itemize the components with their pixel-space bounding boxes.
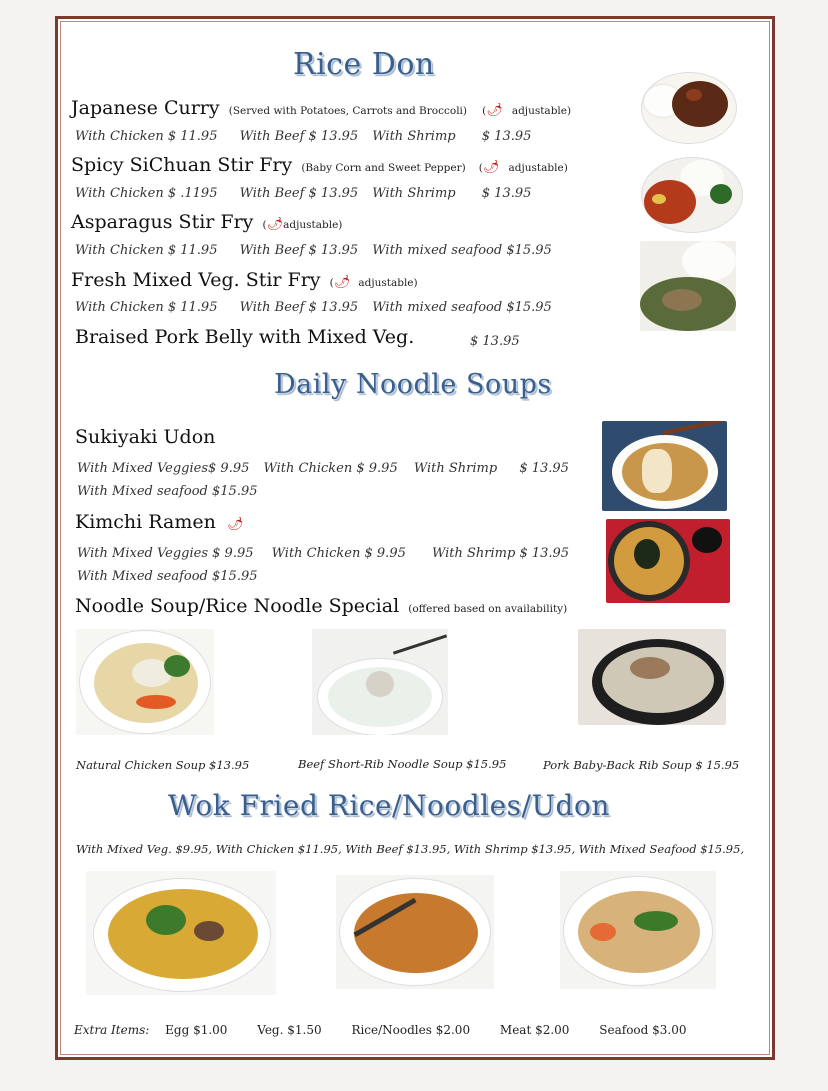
dish-braised-pork-belly: Braised Pork Belly with Mixed Veg. <box>75 326 415 348</box>
price-line <box>77 461 569 476</box>
price-shrimp: With Shrimp $ 13.95 <box>432 546 570 561</box>
price-chicken: With Chicken $ 11.95 <box>75 243 218 258</box>
photo-japanese-curry <box>636 65 742 149</box>
dish-note: (offered based on availability) <box>408 603 568 615</box>
price-line <box>75 186 531 201</box>
extra-rice-noodles: Rice/Noodles $2.00 <box>351 1023 471 1037</box>
section-title-rice-don: Rice Don <box>293 47 435 82</box>
price-line <box>75 129 531 144</box>
caption-pork-rib: Pork Baby-Back Rib Soup $ 15.95 <box>543 758 740 772</box>
price-shrimp-label: With Shrimp <box>372 186 456 201</box>
dish-asparagus-stir-fry: Asparagus Stir Fry (🌶adjustable) <box>71 211 343 233</box>
dish-noodle-soup-special <box>75 595 567 617</box>
chili-pepper-icon: 🌶 <box>486 103 503 118</box>
extra-egg: Egg $1.00 <box>165 1023 228 1037</box>
dish-kimchi-ramen <box>75 511 243 533</box>
extra-seafood: Seafood $3.00 <box>599 1023 687 1037</box>
price-beef: With Beef $ 13.95 <box>239 186 359 201</box>
photo-kimchi-ramen <box>606 519 730 603</box>
adjustable-note: adjustable) <box>283 219 343 231</box>
price-chicken: With Chicken $ 11.95 <box>75 300 218 315</box>
price-veggies: With Mixed Veggies$ 9.95 <box>77 461 250 476</box>
photo-asparagus-stir-fry <box>640 241 736 331</box>
chili-pepper-icon: 🌶 <box>482 160 500 175</box>
chili-pepper-icon: 🌶 <box>333 275 351 290</box>
dish-name: Japanese Curry <box>71 97 220 119</box>
dish-sichuan-stir-fry: Spicy SiChuan Stir Fry (Baby Corn and Sweet Pepper) (🌶 adjustable) <box>71 154 568 176</box>
extra-items-label: Extra Items: <box>74 1023 150 1037</box>
dish-name: Kimchi Ramen <box>75 511 216 533</box>
price-chicken: With Chicken $ 11.95 <box>75 129 218 144</box>
price-seafood: With Mixed seafood $15.95 <box>77 484 258 499</box>
section-title-noodle-soups: Daily Noodle Soups <box>274 369 552 400</box>
price-shrimp: $ 13.95 <box>519 461 569 476</box>
price-shrimp-label: With Shrimp <box>413 461 498 476</box>
menu-page <box>55 16 775 1060</box>
dish-note: (Served with Potatoes, Carrots and Broccoli) <box>228 105 468 117</box>
price-shrimp: $ 13.95 <box>481 129 532 144</box>
price-shrimp: $ 13.95 <box>481 186 532 201</box>
dish-mixed-veg-stir-fry: Fresh Mixed Veg. Stir Fry (🌶 adjustable) <box>71 269 418 291</box>
price-seafood: With Mixed seafood $15.95 <box>77 569 258 584</box>
price-chicken: With Chicken $ .1195 <box>75 186 218 201</box>
price-beef: With Beef $ 13.95 <box>239 243 359 258</box>
price-line <box>77 546 569 561</box>
extra-items <box>74 1023 687 1037</box>
price-pork-belly: $ 13.95 <box>470 334 520 349</box>
chili-pepper-icon: 🌶 <box>266 217 284 232</box>
dish-japanese-curry: Japanese Curry (Served with Potatoes, Carrots and Broccoli) (🌶 adjustable) <box>71 97 572 119</box>
adjustable-note: adjustable <box>511 105 567 117</box>
dish-name: Noodle Soup/Rice Noodle Special <box>75 595 400 617</box>
price-line <box>75 243 552 258</box>
photo-wok-noodles <box>86 871 276 995</box>
dish-name: Spicy SiChuan Stir Fry <box>71 154 293 176</box>
price-beef: With Beef $ 13.95 <box>239 129 359 144</box>
price-shrimp-label: With Shrimp <box>372 129 456 144</box>
photo-wok-udon <box>560 871 716 989</box>
price-seafood: With mixed seafood $15.95 <box>372 300 552 315</box>
dish-note: (Baby Corn and Sweet Pepper) <box>301 162 466 174</box>
price-chicken: With Chicken $ 9.95 <box>271 546 406 561</box>
dish-sukiyaki-udon: Sukiyaki Udon <box>75 426 216 448</box>
price-beef: With Beef $ 13.95 <box>239 300 359 315</box>
dish-name: Fresh Mixed Veg. Stir Fry <box>71 269 321 291</box>
photo-sukiyaki-udon <box>602 421 727 511</box>
dish-name: Asparagus Stir Fry <box>71 211 254 233</box>
section-title-wok: Wok Fried Rice/Noodles/Udon <box>168 789 610 822</box>
adjustable-note: adjustable <box>508 162 564 174</box>
extra-meat: Meat $2.00 <box>499 1023 570 1037</box>
photo-pork-baby-back-rib-soup <box>578 629 726 725</box>
caption-beef-short-rib: Beef Short-Rib Noodle Soup $15.95 <box>298 757 507 771</box>
caption-chicken-soup: Natural Chicken Soup $13.95 <box>76 758 250 772</box>
adjustable-note: adjustable) <box>358 277 418 289</box>
price-veggies: With Mixed Veggies $ 9.95 <box>77 546 254 561</box>
photo-sichuan-stir-fry <box>640 154 746 234</box>
wok-prices: With Mixed Veg. $9.95, With Chicken $11.95, With Beef $13.95, With Shrimp $13.95, With Mixed Seafood $15.95, <box>76 842 745 856</box>
chili-pepper-icon: 🌶 <box>226 517 244 532</box>
price-seafood: With mixed seafood $15.95 <box>372 243 552 258</box>
price-line <box>75 300 552 315</box>
photo-beef-short-rib-soup <box>312 629 448 735</box>
price-chicken: With Chicken $ 9.95 <box>263 461 398 476</box>
photo-natural-chicken-soup <box>76 629 214 735</box>
photo-wok-fried-rice <box>336 875 494 989</box>
extra-veg: Veg. $1.50 <box>257 1023 322 1037</box>
